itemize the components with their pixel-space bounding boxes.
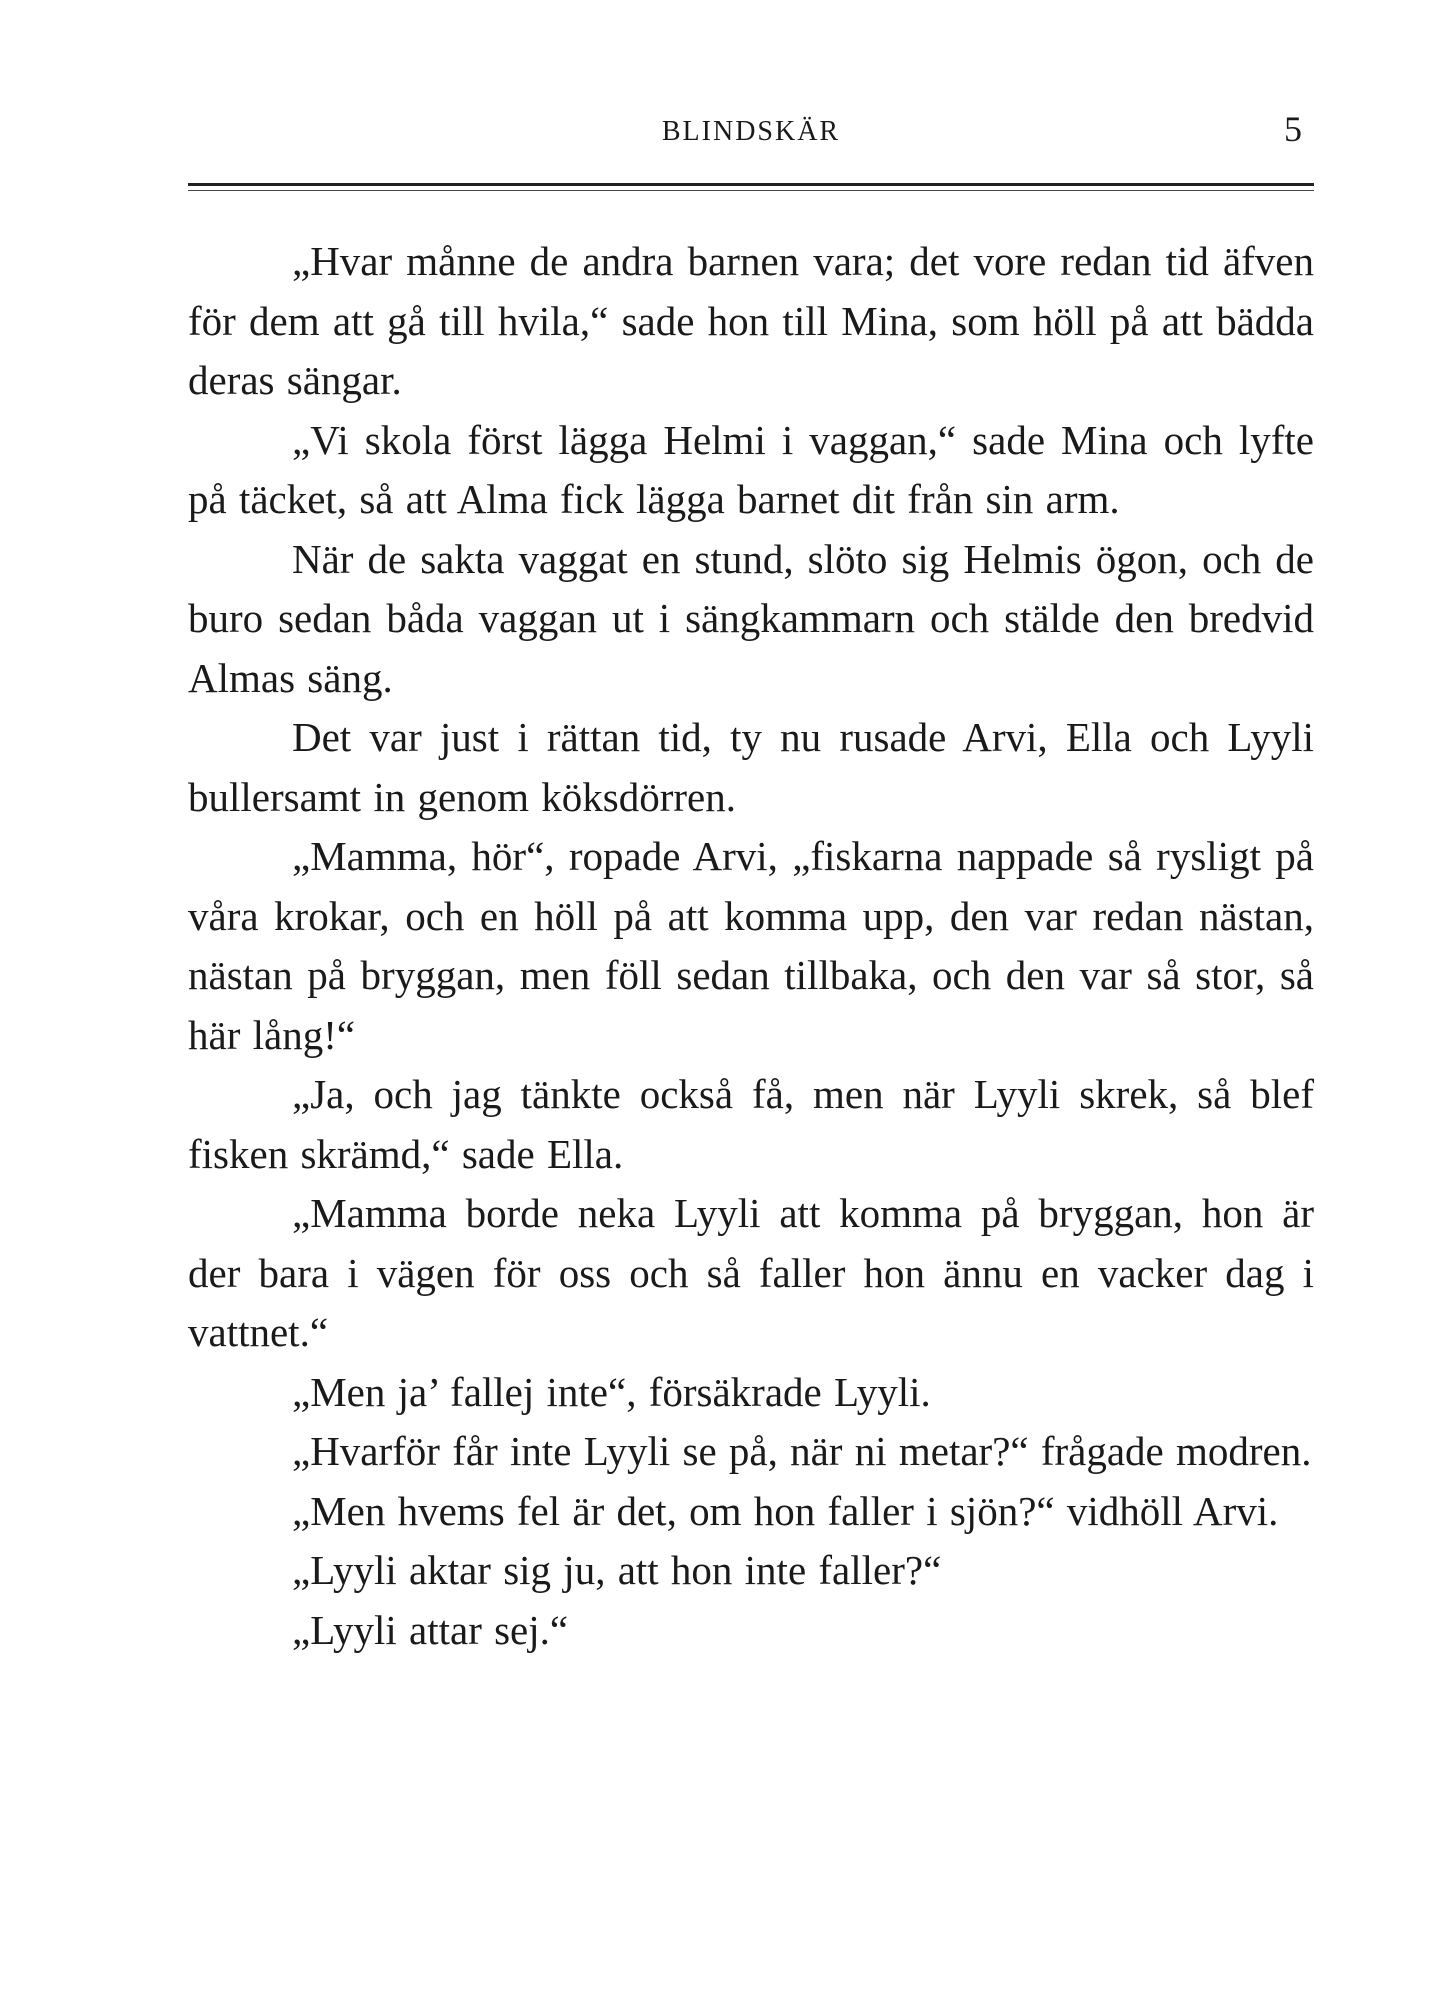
paragraph: „Hvarför får inte Lyyli se på, när ni metar?“ frågade modren.	[292, 1428, 1312, 1474]
page-number: 5	[1284, 109, 1302, 149]
paragraph: „Men hvems fel är det, om hon faller i sjön?“ vidhöll Arvi.	[292, 1487, 1279, 1534]
paragraph: „Men ja’ fallej inte“, försäkrade Lyyli.	[292, 1368, 931, 1415]
running-title: BLINDSKÄR	[661, 116, 841, 147]
running-header	[188, 108, 1314, 152]
paragraph: „Mamma borde neka Lyyli att komma på bryggan, hon är der bara i vägen för oss och så faller hon ännu en vacker dag i vattnet.“	[188, 1190, 1314, 1355]
paragraph: „Lyyli attar sej.“	[292, 1606, 569, 1653]
paragraph: „Vi skola först lägga Helmi i vaggan,“ sade Mina och lyfte på täcket, så att Alma fick lägga barnet dit från sin arm.	[188, 416, 1314, 522]
paragraph: „Lyyli aktar sig ju, att hon inte faller?“	[292, 1547, 942, 1593]
paragraph: „Ja, och jag tänkte också få, men när Lyyli skrek, så blef fisken skrämd,“ sade Ella.	[188, 1071, 1314, 1177]
body-text	[188, 232, 1314, 1660]
header-rule	[188, 183, 1314, 191]
paragraph: När de sakta vaggat en stund, slöto sig Helmis ögon, och de buro sedan båda vaggan ut i sängkammarn och stälde den bredvid Almas säng.	[188, 535, 1314, 701]
paragraph: Det var just i rättan tid, ty nu rusade Arvi, Ella och Lyyli bullersamt in genom köksdörren.	[188, 714, 1314, 820]
paragraph: „Mamma, hör“, ropade Arvi, „fiskarna nappade så rysligt på våra krokar, och en höll på att komma upp, den var redan nästan, nästan på bryggan, men föll sedan tillbaka, och den var så stor, så här lång!“	[188, 833, 1314, 1058]
paragraph: „Hvar månne de andra barnen vara; det vore redan tid äfven för dem att gå till hvila,“ sade hon till Mina, som höll på att bädda deras sängar.	[188, 238, 1314, 403]
